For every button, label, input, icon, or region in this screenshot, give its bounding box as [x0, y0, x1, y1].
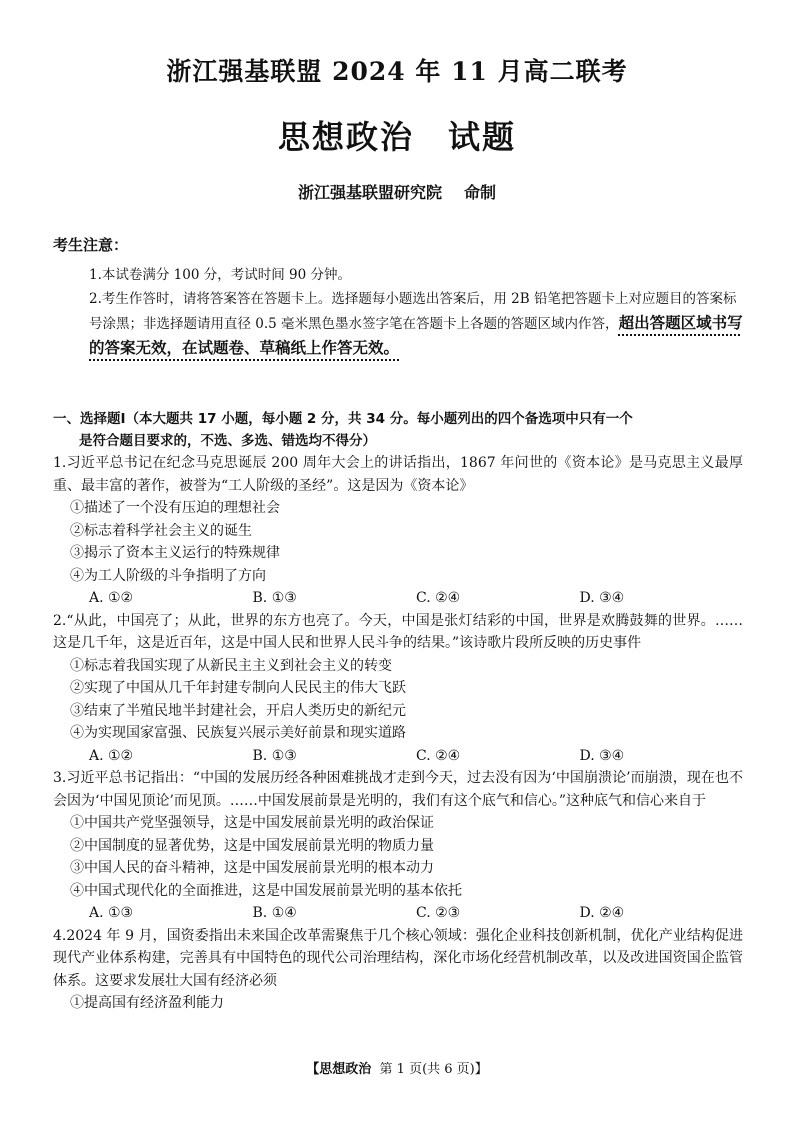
choice-d: D. ②④: [579, 905, 625, 921]
subject-title: [0, 112, 794, 158]
section-choice-1: [53, 408, 743, 1015]
question-option: ①提高国有经济盈利能力: [70, 995, 224, 1011]
question-4: [53, 925, 743, 1015]
notice-heading: 考生注意：: [53, 236, 129, 254]
paper-label: 试题: [448, 118, 517, 156]
choice-d: D. ③④: [579, 747, 625, 764]
choice-a: A. ①③: [89, 905, 134, 921]
question-option: ④为工人阶级的斗争指明了方向: [70, 567, 266, 584]
notice-item-2-text: 2.考生作答时，请将答案答在答题卡上。选择题每小题选出答案后，用 2B 铅笔把答题卡上对应题目的答案标号涂黑；非选择题请用直径 0.5 毫米黑色墨水签字笔在答题卡上各题的答题区域内作答，: [89, 291, 737, 332]
choice-d: D. ③④: [579, 590, 625, 606]
choice-b: B. ①③: [252, 590, 297, 606]
issuer-suffix: 命制: [464, 183, 497, 202]
answer-choices: [53, 902, 743, 925]
choice-a: A. ①②: [89, 590, 134, 606]
question-option: ②标志着科学社会主义的诞生: [70, 522, 252, 539]
choice-a: A. ①②: [89, 747, 134, 764]
choice-b: B. ①④: [252, 905, 297, 921]
choice-c: C. ②④: [416, 747, 461, 764]
question-1: [53, 452, 743, 610]
footer-subject: 【思想政治: [306, 1062, 372, 1077]
question-stem: 4.2024 年 9 月，国资委指出未来国企改革需聚焦于几个核心领域：强化企业科技创新机制，优化产业结构促进现代产业体系构建，完善具有中国特色的现代公司治理结构，深化市场化经营机制改革，以及改进国资国企监管体系。这要求发展壮大国有经济必须: [53, 927, 743, 989]
answer-choices: [53, 587, 743, 610]
choice-c: C. ②③: [416, 905, 461, 921]
question-option: ①标志着我国实现了从新民主主义到社会主义的转变: [70, 657, 392, 674]
section-heading: [53, 408, 743, 452]
issuer-name: 浙江强基联盟研究院: [297, 183, 442, 202]
question-stem: 1.习近平总书记在纪念马克思诞辰 200 周年大会上的讲话指出，1867 年问世的《资本论》是马克思主义最厚重、最丰富的著作，被誉为“工人阶级的圣经”。这是因为《资本论》: [53, 455, 743, 494]
choice-c: C. ②④: [416, 590, 461, 606]
question-option: ①中国共产党坚强领导，这是中国发展前景光明的政治保证: [70, 815, 434, 831]
question-option: ③揭示了资本主义运行的特殊规律: [70, 545, 280, 561]
question-option: ①描述了一个没有压迫的理想社会: [70, 500, 280, 516]
question-option: ④为实现国家富强、民族复兴展示美好前景和现实道路: [70, 725, 406, 741]
issuer-line: [0, 180, 794, 203]
question-option: ③结束了半殖民地半封建社会，开启人类历史的新纪元: [70, 702, 406, 719]
answer-choices: [53, 745, 743, 768]
section-heading-line-2: 是符合题目要求的，不选、多选、错选均不得分）: [79, 433, 376, 449]
notice-block: [53, 234, 743, 361]
notice-emphasis: 超出答题区域书写的答案无效，在试题卷、草稿纸上作答无效。: [89, 314, 743, 357]
question-stem: 3.习近平总书记指出：“中国的发展历经各种困难挑战才走到今天，过去没有因为‘中国崩溃论’而崩溃，现在也不会因为‘中国见顶论’而见顶。……中国发展前景是光明的，我们有这个底气和信心。”这种底气和信心来自于: [53, 770, 743, 809]
question-option: ②实现了中国从几千年封建专制向人民民主的伟大飞跃: [70, 680, 406, 696]
exam-title: 浙江强基联盟 2024 年 11 月高二联考: [166, 57, 628, 86]
question-stem: 2.“从此，中国亮了；从此，世界的东方也亮了。今天，中国是张灯结彩的中国，世界是欢腾鼓舞的世界。……这是几千年，这是近百年，这是中国人民和世界人民斗争的结果。”该诗歌片段所反映的历史事件: [53, 612, 743, 651]
question-option: ④中国式现代化的全面推进，这是中国发展前景光明的基本依托: [70, 882, 462, 899]
section-heading-line-1: 一、选择题Ⅰ（本大题共 17 小题，每小题 2 分，共 34 分。每小题列出的四个备选项中只有一个: [53, 411, 633, 427]
footer-page-number: 第 1 页(共 6 页)】: [379, 1062, 488, 1077]
notice-item-1: 1.本试卷满分 100 分，考试时间 90 分钟。: [89, 267, 351, 283]
notice-item-2: [53, 287, 743, 361]
choice-b: B. ①③: [252, 747, 297, 764]
question-option: ②中国制度的显著优势，这是中国发展前景光明的物质力量: [70, 837, 434, 854]
question-option: ③中国人民的奋斗精神，这是中国发展前景光明的根本动力: [70, 860, 434, 876]
subject-name: 思想政治: [277, 118, 414, 156]
question-2: [53, 610, 743, 768]
page-footer: [0, 1058, 794, 1077]
question-3: [53, 767, 743, 925]
